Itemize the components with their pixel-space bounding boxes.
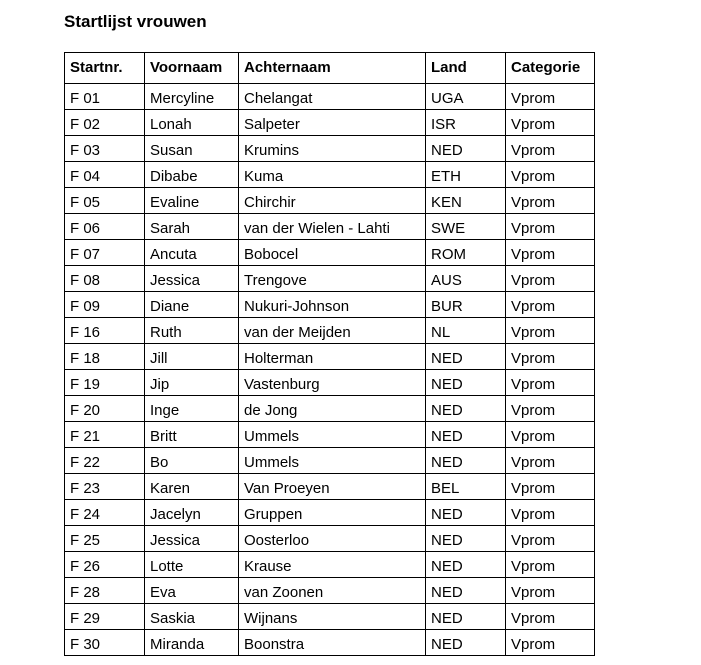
cell-text: van der Meijden (244, 324, 351, 341)
achternaam-cell (239, 604, 426, 630)
categorie-cell (506, 240, 595, 266)
cell-text: NED (431, 454, 463, 471)
categorie-cell (506, 162, 595, 188)
achternaam-cell (239, 448, 426, 474)
voornaam-cell (145, 344, 239, 370)
header-categorie: Categorie (506, 53, 595, 84)
categorie-cell (506, 214, 595, 240)
land-cell (426, 370, 506, 396)
achternaam-cell (239, 136, 426, 162)
table-row (65, 292, 595, 318)
cell-text: Lotte (150, 558, 184, 575)
cell-text: F 26 (70, 558, 101, 575)
land-cell (426, 578, 506, 604)
categorie-cell (506, 474, 595, 500)
achternaam-cell (239, 474, 426, 500)
voornaam-cell (145, 292, 239, 318)
cell-text: Vprom (511, 194, 556, 211)
land-cell (426, 344, 506, 370)
achternaam-cell (239, 188, 426, 214)
cell-text: Vprom (511, 610, 556, 627)
land-cell (426, 84, 506, 110)
cell-text: F 22 (70, 454, 101, 471)
startnr-cell (65, 344, 145, 370)
cell-text: Bo (150, 454, 169, 471)
cell-text: Kuma (244, 168, 284, 185)
categorie-cell (506, 110, 595, 136)
startnr-cell (65, 318, 145, 344)
cell-text: Miranda (150, 636, 205, 653)
cell-text: NED (431, 142, 463, 159)
table-row (65, 162, 595, 188)
cell-text: Vprom (511, 272, 556, 289)
table-row (65, 552, 595, 578)
achternaam-cell (239, 630, 426, 656)
categorie-cell (506, 578, 595, 604)
cell-text: F 18 (70, 350, 101, 367)
achternaam-cell (239, 552, 426, 578)
voornaam-cell (145, 500, 239, 526)
categorie-cell (506, 344, 595, 370)
cell-text: Karen (150, 480, 191, 497)
cell-text: F 23 (70, 480, 101, 497)
table-row (65, 396, 595, 422)
land-cell (426, 604, 506, 630)
cell-text: Trengove (244, 272, 307, 289)
table-body (65, 84, 595, 656)
table-row (65, 448, 595, 474)
categorie-cell (506, 292, 595, 318)
startnr-cell (65, 84, 145, 110)
categorie-cell (506, 396, 595, 422)
table-row (65, 474, 595, 500)
cell-text: NED (431, 636, 463, 653)
categorie-cell (506, 84, 595, 110)
cell-text: AUS (431, 272, 462, 289)
startnr-cell (65, 396, 145, 422)
cell-text: van Zoonen (244, 584, 324, 601)
cell-text: Wijnans (244, 610, 298, 627)
cell-text: Van Proeyen (244, 480, 330, 497)
cell-text: Vprom (511, 454, 556, 471)
achternaam-cell (239, 214, 426, 240)
voornaam-cell (145, 214, 239, 240)
cell-text: Vprom (511, 558, 556, 575)
cell-text: Vprom (511, 350, 556, 367)
achternaam-cell (239, 396, 426, 422)
achternaam-cell (239, 318, 426, 344)
voornaam-cell (145, 266, 239, 292)
voornaam-cell (145, 448, 239, 474)
cell-text: Vprom (511, 506, 556, 523)
categorie-cell (506, 136, 595, 162)
cell-text: Gruppen (244, 506, 303, 523)
cell-text: SWE (431, 220, 466, 237)
land-cell (426, 422, 506, 448)
cell-text: Vprom (511, 402, 556, 419)
table-row (65, 240, 595, 266)
cell-text: F 24 (70, 506, 101, 523)
cell-text: Salpeter (244, 116, 300, 133)
cell-text: F 02 (70, 116, 101, 133)
cell-text: NED (431, 532, 463, 549)
cell-text: F 28 (70, 584, 101, 601)
categorie-cell (506, 552, 595, 578)
cell-text: F 03 (70, 142, 101, 159)
land-cell (426, 526, 506, 552)
cell-text: Jessica (150, 272, 201, 289)
startnr-cell (65, 214, 145, 240)
cell-text: ROM (431, 246, 466, 263)
categorie-cell (506, 318, 595, 344)
cell-text: Vprom (511, 376, 556, 393)
cell-text: ISR (431, 116, 457, 133)
cell-text: Jessica (150, 532, 201, 549)
voornaam-cell (145, 422, 239, 448)
table-row (65, 266, 595, 292)
startnr-cell (65, 136, 145, 162)
cell-text: Vprom (511, 168, 556, 185)
land-cell (426, 214, 506, 240)
startnr-cell (65, 370, 145, 396)
cell-text: Mercyline (150, 90, 215, 107)
cell-text: F 30 (70, 636, 101, 653)
startnr-cell (65, 266, 145, 292)
voornaam-cell (145, 578, 239, 604)
voornaam-cell (145, 162, 239, 188)
cell-text: Ummels (244, 454, 299, 471)
cell-text: Susan (150, 142, 193, 159)
startnr-cell (65, 474, 145, 500)
achternaam-cell (239, 370, 426, 396)
cell-text: NED (431, 506, 463, 523)
cell-text: Vprom (511, 116, 556, 133)
cell-text: Oosterloo (244, 532, 310, 549)
table-row (65, 526, 595, 552)
cell-text: Vprom (511, 220, 556, 237)
cell-text: F 01 (70, 90, 101, 107)
land-cell (426, 474, 506, 500)
startnr-cell (65, 500, 145, 526)
cell-text: Vprom (511, 532, 556, 549)
land-cell (426, 188, 506, 214)
cell-text: NED (431, 376, 463, 393)
cell-text: F 04 (70, 168, 101, 185)
land-cell (426, 136, 506, 162)
voornaam-cell (145, 370, 239, 396)
cell-text: F 06 (70, 220, 101, 237)
startnr-cell (65, 552, 145, 578)
startnr-cell (65, 240, 145, 266)
land-cell (426, 448, 506, 474)
achternaam-cell (239, 578, 426, 604)
cell-text: F 21 (70, 428, 101, 445)
cell-text: F 08 (70, 272, 101, 289)
cell-text: ETH (431, 168, 461, 185)
startnr-cell (65, 630, 145, 656)
cell-text: NED (431, 584, 463, 601)
cell-text: Chirchir (244, 194, 296, 211)
startnr-cell (65, 188, 145, 214)
achternaam-cell (239, 422, 426, 448)
categorie-cell (506, 422, 595, 448)
table-row (65, 214, 595, 240)
voornaam-cell (145, 604, 239, 630)
cell-text: Nukuri-Johnson (244, 298, 350, 315)
land-cell (426, 500, 506, 526)
cell-text: F 16 (70, 324, 101, 341)
cell-text: NL (431, 324, 451, 341)
startnr-cell (65, 292, 145, 318)
cell-text: Britt (150, 428, 177, 445)
cell-text: Eva (150, 584, 176, 601)
land-cell (426, 266, 506, 292)
cell-text: Ummels (244, 428, 299, 445)
cell-text: F 19 (70, 376, 101, 393)
table-row (65, 500, 595, 526)
cell-text: Krumins (244, 142, 300, 159)
land-cell (426, 292, 506, 318)
table-row (65, 422, 595, 448)
land-cell (426, 396, 506, 422)
cell-text: Jill (150, 350, 168, 367)
table-row (65, 370, 595, 396)
header-voornaam: Voornaam (145, 53, 239, 84)
land-cell (426, 318, 506, 344)
achternaam-cell (239, 240, 426, 266)
header-land: Land (426, 53, 506, 84)
cell-text: Saskia (150, 610, 196, 627)
categorie-cell (506, 266, 595, 292)
voornaam-cell (145, 136, 239, 162)
cell-text: Ancuta (150, 246, 197, 263)
achternaam-cell (239, 292, 426, 318)
cell-text: Vprom (511, 636, 556, 653)
voornaam-cell (145, 318, 239, 344)
cell-text: Vprom (511, 584, 556, 601)
cell-text: Jip (150, 376, 170, 393)
cell-text: Bobocel (244, 246, 299, 263)
table-row (65, 344, 595, 370)
voornaam-cell (145, 396, 239, 422)
cell-text: F 07 (70, 246, 101, 263)
startnr-cell (65, 448, 145, 474)
voornaam-cell (145, 110, 239, 136)
cell-text: F 09 (70, 298, 101, 315)
categorie-cell (506, 630, 595, 656)
categorie-cell (506, 500, 595, 526)
cell-text: Boonstra (244, 636, 305, 653)
achternaam-cell (239, 266, 426, 292)
achternaam-cell (239, 110, 426, 136)
categorie-cell (506, 604, 595, 630)
cell-text: F 05 (70, 194, 101, 211)
startlist-table (64, 52, 595, 656)
header-achternaam: Achternaam (239, 53, 426, 84)
voornaam-cell (145, 552, 239, 578)
categorie-cell (506, 188, 595, 214)
cell-text: Vastenburg (244, 376, 320, 393)
achternaam-cell (239, 344, 426, 370)
cell-text: NED (431, 402, 463, 419)
voornaam-cell (145, 188, 239, 214)
table-row (65, 578, 595, 604)
voornaam-cell (145, 474, 239, 500)
voornaam-cell (145, 630, 239, 656)
startnr-cell (65, 110, 145, 136)
startnr-cell (65, 526, 145, 552)
achternaam-cell (239, 526, 426, 552)
cell-text: Dibabe (150, 168, 198, 185)
cell-text: NED (431, 428, 463, 445)
table-row (65, 604, 595, 630)
table-row (65, 318, 595, 344)
land-cell (426, 110, 506, 136)
land-cell (426, 630, 506, 656)
cell-text: Holterman (244, 350, 314, 367)
achternaam-cell (239, 500, 426, 526)
categorie-cell (506, 448, 595, 474)
cell-text: Inge (150, 402, 180, 419)
cell-text: de Jong (244, 402, 298, 419)
cell-text: F 20 (70, 402, 101, 419)
page-title: Startlijst vrouwen (64, 12, 207, 31)
startnr-cell (65, 604, 145, 630)
cell-text: Vprom (511, 246, 556, 263)
cell-text: F 25 (70, 532, 101, 549)
voornaam-cell (145, 84, 239, 110)
cell-text: BUR (431, 298, 463, 315)
cell-text: Ruth (150, 324, 182, 341)
cell-text: KEN (431, 194, 462, 211)
cell-text: Vprom (511, 428, 556, 445)
cell-text: NED (431, 350, 463, 367)
cell-text: Vprom (511, 142, 556, 159)
cell-text: F 29 (70, 610, 101, 627)
table-row (65, 630, 595, 656)
cell-text: BEL (431, 480, 460, 497)
voornaam-cell (145, 526, 239, 552)
cell-text: Sarah (150, 220, 191, 237)
startnr-cell (65, 162, 145, 188)
cell-text: Evaline (150, 194, 200, 211)
categorie-cell (506, 526, 595, 552)
cell-text: van der Wielen - Lahti (244, 220, 390, 237)
startnr-cell (65, 422, 145, 448)
cell-text: Diane (150, 298, 190, 315)
cell-text: Vprom (511, 324, 556, 341)
cell-text: Vprom (511, 480, 556, 497)
cell-text: Lonah (150, 116, 192, 133)
cell-text: Vprom (511, 90, 556, 107)
header-startnr: Startnr. (65, 53, 145, 84)
categorie-cell (506, 370, 595, 396)
voornaam-cell (145, 240, 239, 266)
achternaam-cell (239, 84, 426, 110)
cell-text: Jacelyn (150, 506, 201, 523)
table-row (65, 84, 595, 110)
cell-text: NED (431, 610, 463, 627)
table-row (65, 136, 595, 162)
cell-text: NED (431, 558, 463, 575)
cell-text: Chelangat (244, 90, 313, 107)
land-cell (426, 552, 506, 578)
table-row (65, 188, 595, 214)
land-cell (426, 240, 506, 266)
land-cell (426, 162, 506, 188)
achternaam-cell (239, 162, 426, 188)
cell-text: Krause (244, 558, 292, 575)
startnr-cell (65, 578, 145, 604)
table-row (65, 110, 595, 136)
table-header-row (65, 53, 595, 84)
cell-text: UGA (431, 90, 464, 107)
cell-text: Vprom (511, 298, 556, 315)
